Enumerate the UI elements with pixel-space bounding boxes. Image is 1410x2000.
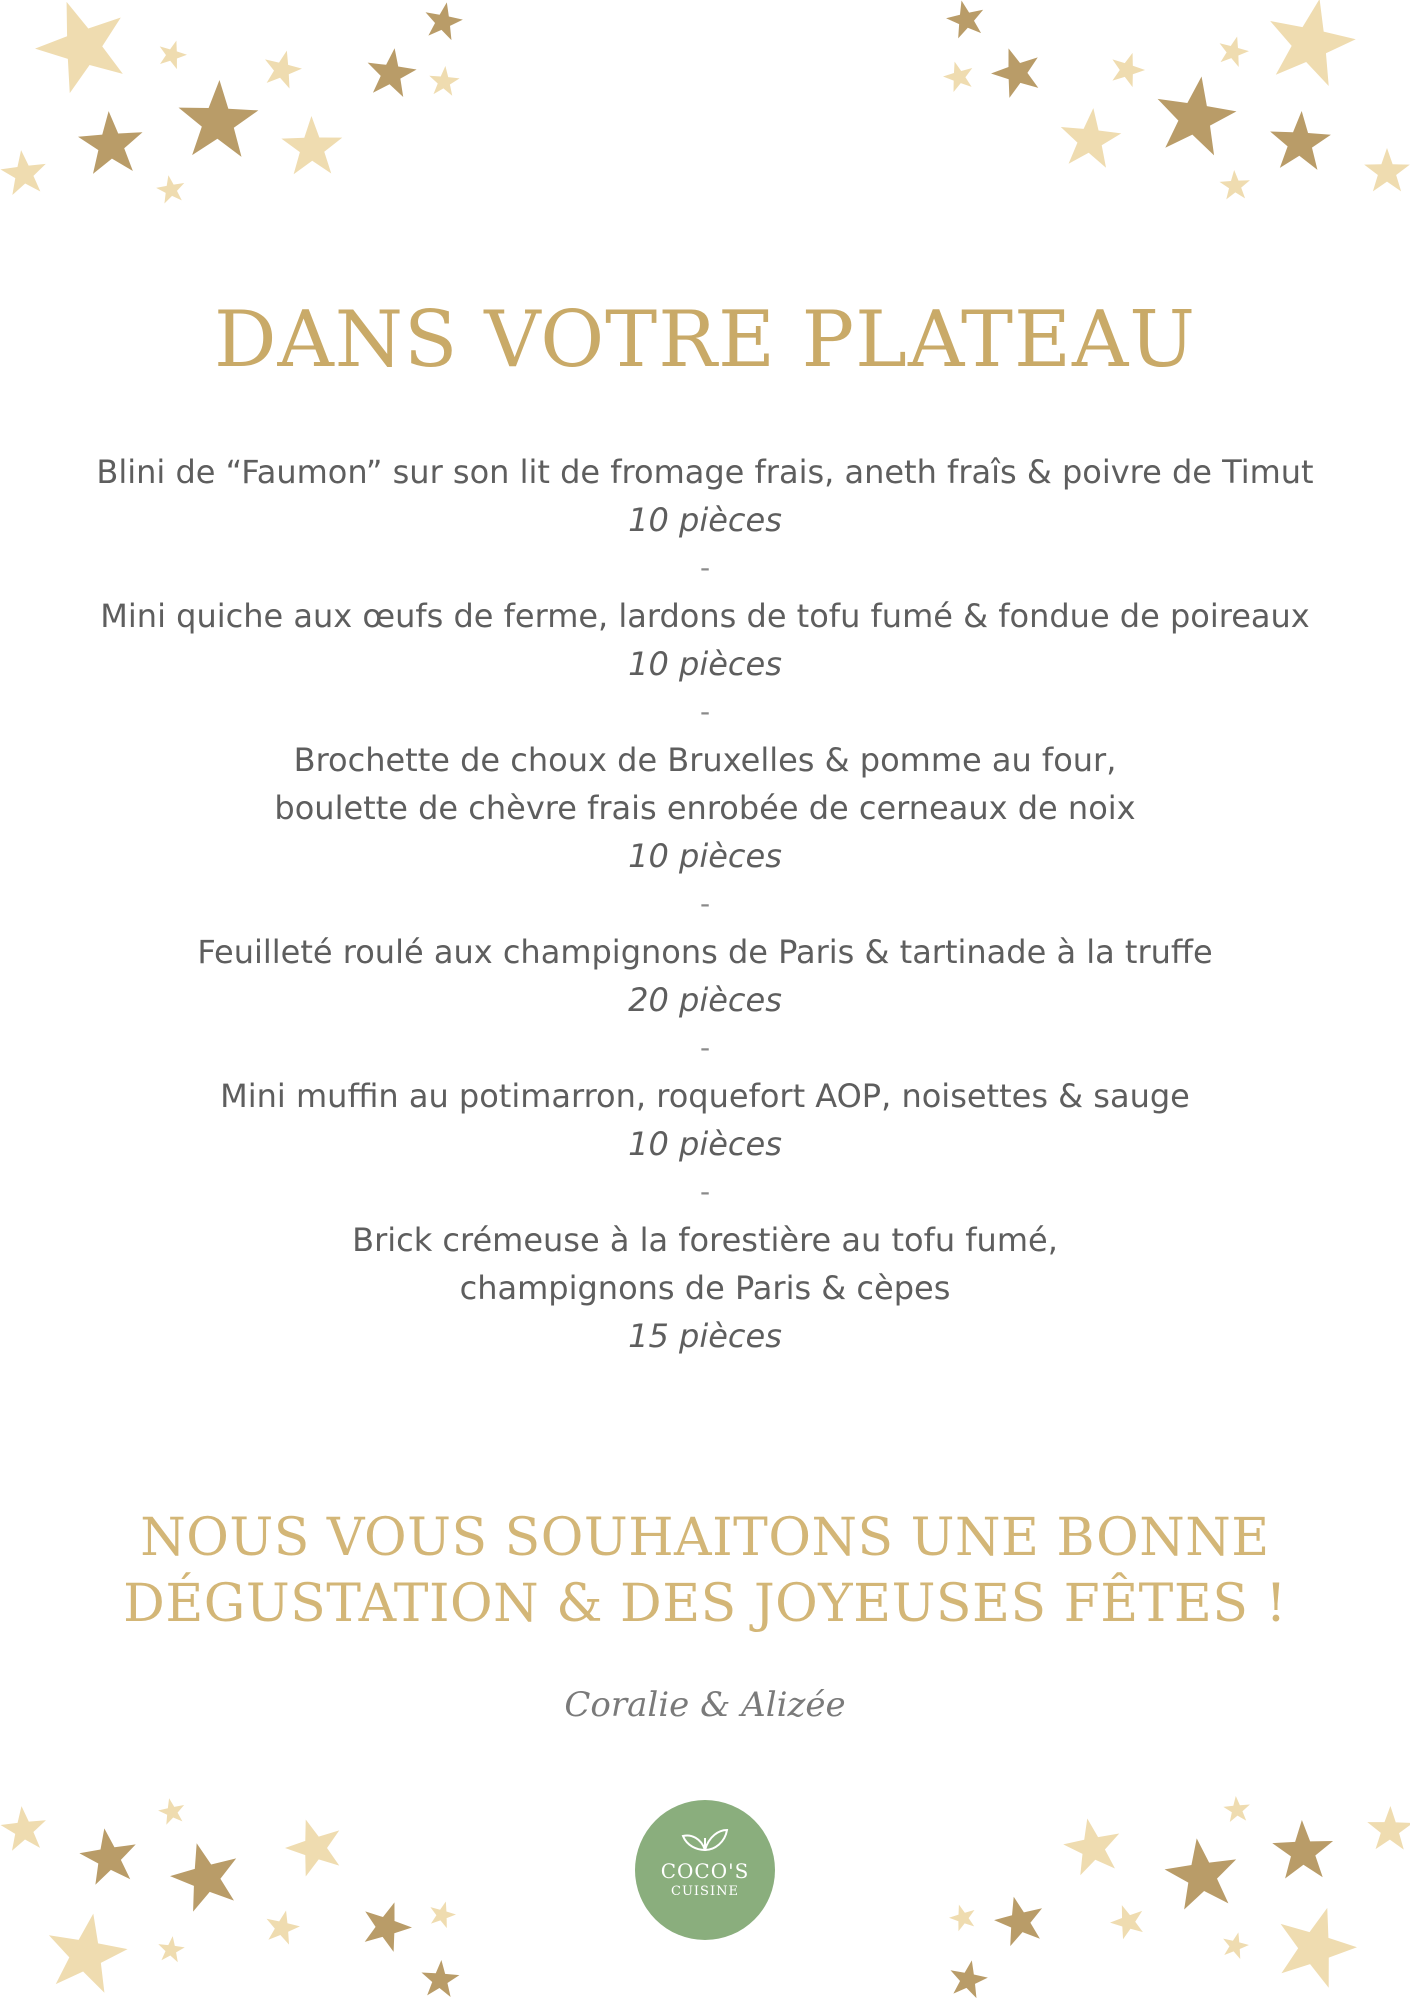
star-icon bbox=[428, 65, 461, 96]
star-icon bbox=[164, 1834, 247, 1915]
star-icon bbox=[946, 1901, 979, 1933]
star-icon bbox=[1219, 169, 1251, 199]
star-icon bbox=[1219, 1929, 1251, 1960]
star-icon bbox=[420, 1959, 460, 1998]
star-icon bbox=[1059, 1813, 1125, 1877]
dish-name: Feuilleté roulé aux champignons de Paris & tartinade à la truffe bbox=[197, 933, 1213, 971]
dish-separator: - bbox=[699, 695, 711, 728]
star-icon bbox=[76, 1824, 141, 1887]
star-icon bbox=[1106, 1899, 1149, 1941]
dish-quantity: 20 pièces bbox=[628, 981, 782, 1019]
star-icon bbox=[260, 46, 306, 90]
star-icon bbox=[1267, 1896, 1366, 1992]
dish-quantity: 10 pièces bbox=[628, 645, 782, 683]
dish-separator: - bbox=[699, 1031, 711, 1064]
star-icon bbox=[281, 115, 343, 174]
leaf-icon bbox=[679, 1824, 731, 1852]
star-icon bbox=[1150, 70, 1241, 158]
logo-text-line-2: CUISINE bbox=[671, 1884, 739, 1899]
menu-list bbox=[0, 448, 1410, 1360]
star-icon bbox=[985, 40, 1047, 101]
logo-text-line-1: COCO'S bbox=[660, 1859, 750, 1883]
star-icon bbox=[940, 57, 977, 93]
dish-quantity: 10 pièces bbox=[628, 837, 782, 875]
wish-line-1: NOUS VOUS SOUHAITONS UNE BONNE bbox=[140, 1508, 1270, 1568]
dish-name: Brick crémeuse à la forestière au tofu fumé, bbox=[352, 1221, 1058, 1259]
star-icon bbox=[1057, 105, 1124, 169]
star-icon bbox=[1161, 1833, 1242, 1911]
dish-separator: - bbox=[699, 887, 711, 920]
star-icon bbox=[1106, 48, 1149, 90]
star-icon bbox=[154, 173, 187, 205]
star-icon bbox=[1223, 1795, 1252, 1823]
dish-name: Mini muffin au potimarron, roquefort AOP, noisettes & sauge bbox=[220, 1077, 1190, 1115]
signature: Coralie & Alizée bbox=[564, 1685, 846, 1725]
star-icon bbox=[946, 1957, 990, 2000]
star-icon bbox=[24, 0, 139, 99]
wish-line-2: DÉGUSTATION & DES JOYEUSES FÊTES ! bbox=[123, 1574, 1287, 1634]
star-icon bbox=[421, 0, 465, 42]
dish-name: champignons de Paris & cèpes bbox=[459, 1269, 951, 1307]
dish-quantity: 10 pièces bbox=[628, 501, 782, 539]
star-icon bbox=[1268, 109, 1332, 170]
star-icon bbox=[356, 1894, 418, 1955]
page-title: DANS VOTRE PLATEAU bbox=[213, 295, 1197, 385]
star-icon bbox=[177, 79, 259, 158]
star-icon bbox=[262, 1907, 303, 1946]
dish-separator: - bbox=[699, 551, 711, 584]
holiday-wish bbox=[0, 1505, 1410, 1637]
dish-quantity: 15 pièces bbox=[628, 1317, 782, 1355]
star-icon bbox=[426, 1898, 459, 1930]
star-icon bbox=[990, 1891, 1049, 1949]
star-icon bbox=[156, 1796, 187, 1826]
dish-name: boulette de chèvre frais enrobée de cerneaux de noix bbox=[274, 789, 1136, 827]
star-icon bbox=[1271, 1819, 1334, 1879]
star-icon bbox=[41, 1907, 133, 1996]
dish-name: Brochette de choux de Bruxelles & pomme au four, bbox=[293, 741, 1117, 779]
cocos-cuisine-logo bbox=[635, 1800, 775, 1940]
star-icon bbox=[1259, 0, 1362, 89]
star-icon bbox=[943, 0, 988, 40]
star-icon bbox=[1215, 33, 1252, 69]
dish-name: Blini de “Faumon” sur son lit de fromage frais, aneth fraîs & poivre de Timut bbox=[96, 453, 1314, 491]
star-icon bbox=[1364, 148, 1410, 191]
star-icon bbox=[1367, 1806, 1410, 1850]
star-icon bbox=[0, 1804, 49, 1852]
dish-name: Mini quiche aux œufs de ferme, lardons de tofu fumé & fondue de poireaux bbox=[100, 597, 1310, 635]
star-icon bbox=[156, 1934, 186, 1962]
star-icon bbox=[155, 36, 190, 70]
star-icon bbox=[364, 45, 420, 98]
star-icon bbox=[279, 1811, 350, 1880]
dish-separator: - bbox=[699, 1175, 711, 1208]
star-icon bbox=[76, 109, 145, 175]
dish-quantity: 10 pièces bbox=[628, 1125, 782, 1163]
star-icon bbox=[0, 147, 49, 196]
